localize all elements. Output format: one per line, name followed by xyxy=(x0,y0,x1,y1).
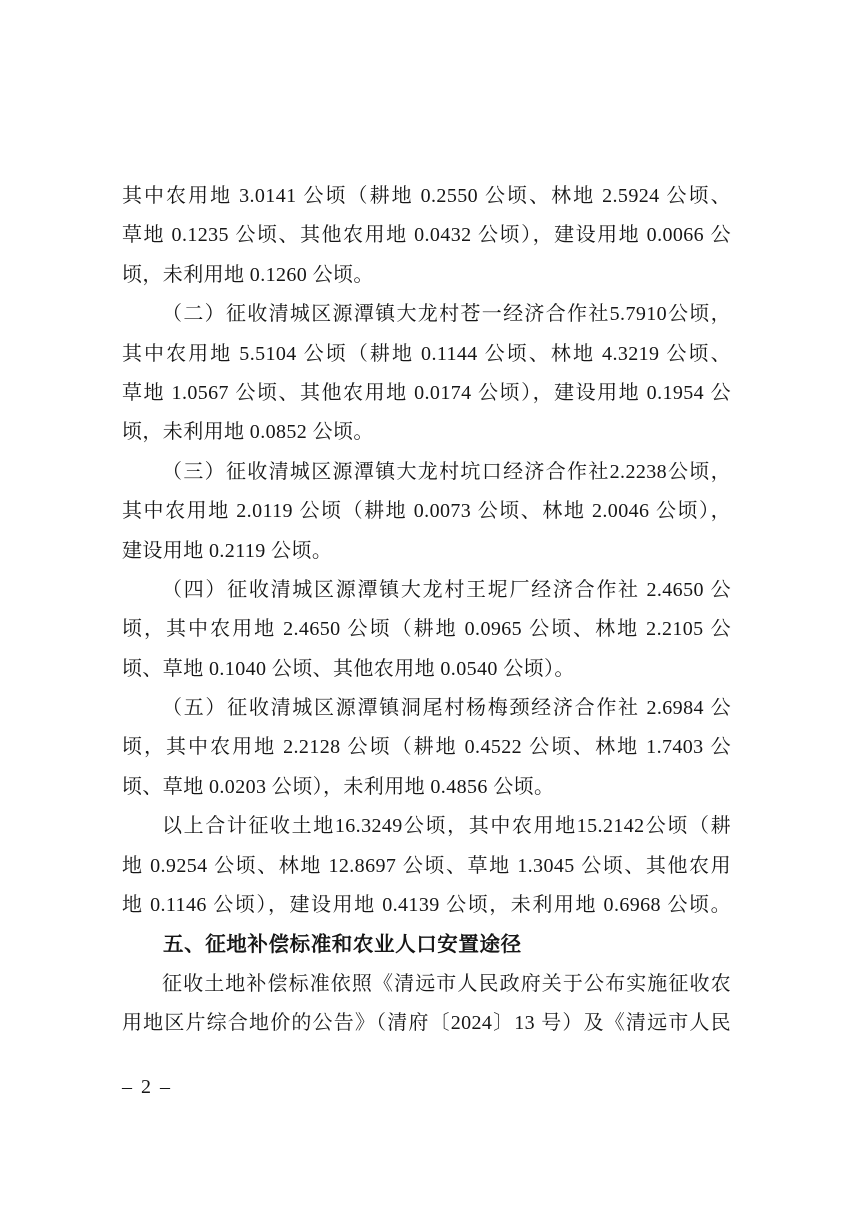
document-line: 其中农用地 3.0141 公顷（耕地 0.2550 公顷、林地 2.5924 公顷、 xyxy=(122,185,731,207)
document-line: 以上合计征收土地16.3249公顷，其中农用地15.2142公顷（耕 xyxy=(162,815,731,838)
document-line: 建设用地 0.2119 公顷。 xyxy=(122,539,333,562)
document-line: （二）征收清城区源潭镇大龙村苍一经济合作社5.7910公顷， xyxy=(162,303,731,326)
document-line: 顷、草地 0.1040 公顷、其他农用地 0.0540 公顷）。 xyxy=(122,657,575,680)
document-line: 草地 1.0567 公顷、其他农用地 0.0174 公顷），建设用地 0.1954 公 xyxy=(122,381,731,404)
document-line: 顷，未利用地 0.0852 公顷。 xyxy=(122,421,374,444)
document-line: 其中农用地 2.0119 公顷（耕地 0.0073 公顷、林地 2.0046 公顷）， xyxy=(122,500,731,523)
page-number: – 2 – xyxy=(122,1076,172,1098)
document-line: 顷，其中农用地 2.4650 公顷（耕地 0.0965 公顷、林地 2.2105 公 xyxy=(122,618,731,641)
document-line: 顷、草地 0.0203 公顷），未利用地 0.4856 公顷。 xyxy=(122,775,555,798)
document-line: 征收土地补偿标准依照《清远市人民政府关于公布实施征收农 xyxy=(162,972,731,995)
section-heading: 五、征地补偿标准和农业人口安置途径 xyxy=(163,933,522,957)
document-line: 顷，未利用地 0.1260 公顷。 xyxy=(122,263,374,286)
document-line: （五）征收清城区源潭镇洞尾村杨梅颈经济合作社 2.6984 公 xyxy=(162,697,731,720)
document-line: 其中农用地 5.5104 公顷（耕地 0.1144 公顷、林地 4.3219 公顷、 xyxy=(122,342,731,365)
document-line: 用地区片综合地价的公告》（清府〔2024〕13 号）及《清远市人民 xyxy=(122,1012,731,1035)
document-line: 地 0.9254 公顷、林地 12.8697 公顷、草地 1.3045 公顷、其他农用 xyxy=(122,854,731,877)
document-body xyxy=(122,177,731,1044)
document-line: 顷，其中农用地 2.2128 公顷（耕地 0.4522 公顷、林地 1.7403 公 xyxy=(122,736,731,759)
document-line: （四）征收清城区源潭镇大龙村王坭厂经济合作社 2.4650 公 xyxy=(162,578,731,601)
document-line: 地 0.1146 公顷），建设用地 0.4139 公顷，未利用地 0.6968 公顷。 xyxy=(122,894,731,917)
document-line: （三）征收清城区源潭镇大龙村坑口经济合作社2.2238公顷， xyxy=(162,460,731,483)
document-line: 草地 0.1235 公顷、其他农用地 0.0432 公顷），建设用地 0.0066 公 xyxy=(122,224,731,247)
